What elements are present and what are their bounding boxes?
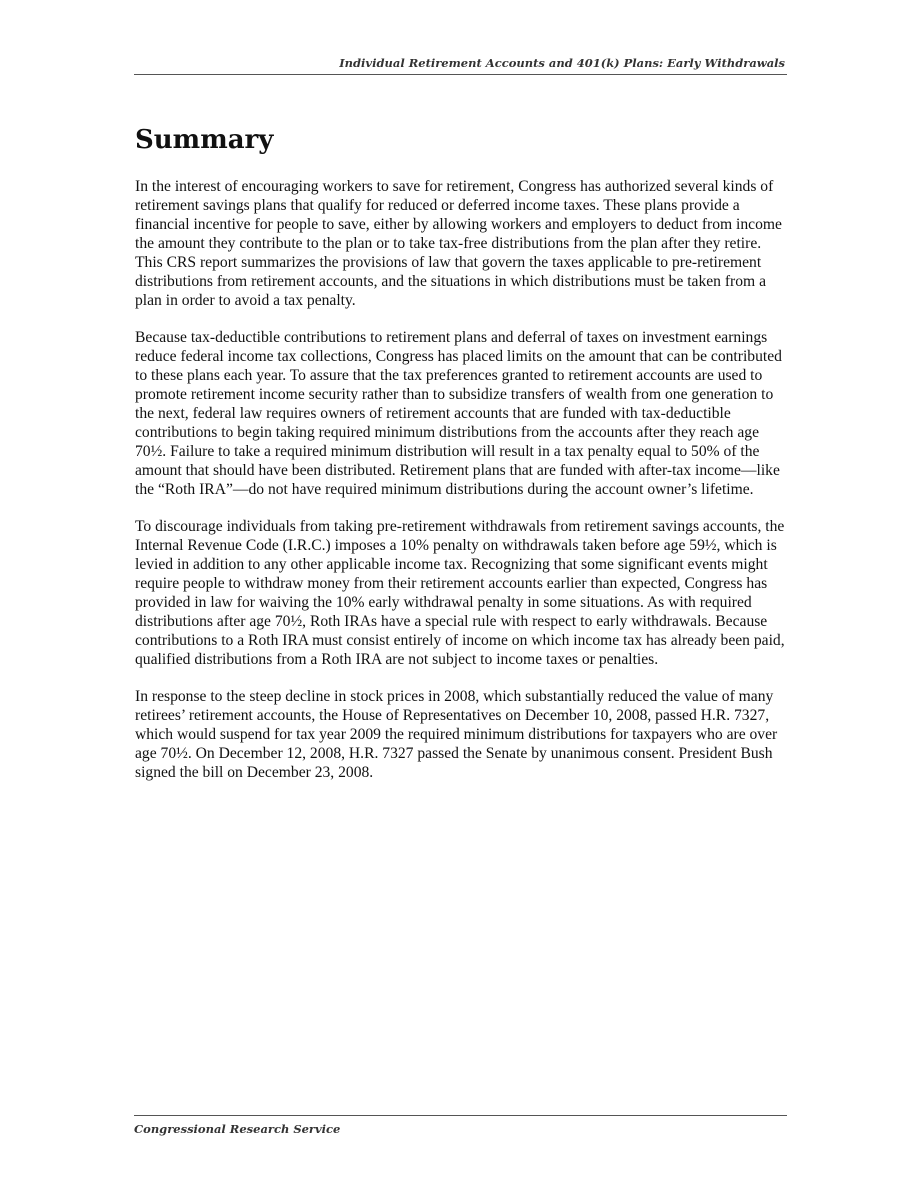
running-footer — [134, 1115, 787, 1137]
summary-paragraph: In the interest of encouraging workers to save for retirement, Congress has authorized several kinds of retirement savings plans that qualify for reduced or deferred income taxes. These plans provide a financial incentive for people to save, either by allowing workers and employers to deduct from income the amount they contribute to the plan or to take tax-free distributions from the plan after they retire. This CRS report summarizes the provisions of law that govern the taxes applicable to pre-retirement distributions from retirement accounts, and the situations in which distributions must be taken from a plan in order to avoid a tax penalty. — [135, 178, 782, 309]
summary-paragraph: Because tax-deductible contributions to retirement plans and deferral of taxes on investment earnings reduce federal income tax collections, Congress has placed limits on the amount that can be contributed to these plans each year. To assure that the tax preferences granted to retirement accounts are used to promote retirement income security rather than to subsidize transfers of wealth from one generation to the next, federal law requires owners of retirement accounts that are funded with tax-deductible contributions to begin taking required minimum distributions from the accounts after they reach age 70½. Failure to take a required minimum distribution will result in a tax penalty equal to 50% of the amount that should have been distributed. Retirement plans that are funded with after-tax income—like the “Roth IRA”—do not have required minimum distributions during the account owner’s lifetime. — [135, 329, 782, 498]
footer-organization: Congressional Research Service — [134, 1122, 341, 1136]
page-title: Summary — [135, 125, 274, 155]
running-header-title: Individual Retirement Accounts and 401(k) Plans: Early Withdrawals — [339, 56, 785, 70]
summary-paragraph: In response to the steep decline in stock prices in 2008, which substantially reduced the value of many retirees’ retirement accounts, the House of Representatives on December 10, 2008, passed H.R. 7327, which would suspend for tax year 2009 the required minimum distributions for taxpayers who are over age 70½. On December 12, 2008, H.R. 7327 passed the Senate by unanimous consent. President Bush signed the bill on December 23, 2008. — [135, 688, 778, 781]
running-header — [134, 56, 787, 75]
summary-body — [135, 177, 787, 800]
summary-paragraph: To discourage individuals from taking pre-retirement withdrawals from retirement savings accounts, the Internal Revenue Code (I.R.C.) imposes a 10% penalty on withdrawals taken before age 59½, which is levied in addition to any other applicable income tax. Recognizing that some significant events might require people to withdraw money from their retirement accounts earlier than expected, Congress has provided in law for waiving the 10% early withdrawal penalty in some situations. As with required distributions after age 70½, Roth IRAs have a special rule with respect to early withdrawals. Because contributions to a Roth IRA must consist entirely of income on which income tax has already been paid, qualified distributions from a Roth IRA are not subject to income taxes or penalties. — [135, 518, 785, 668]
